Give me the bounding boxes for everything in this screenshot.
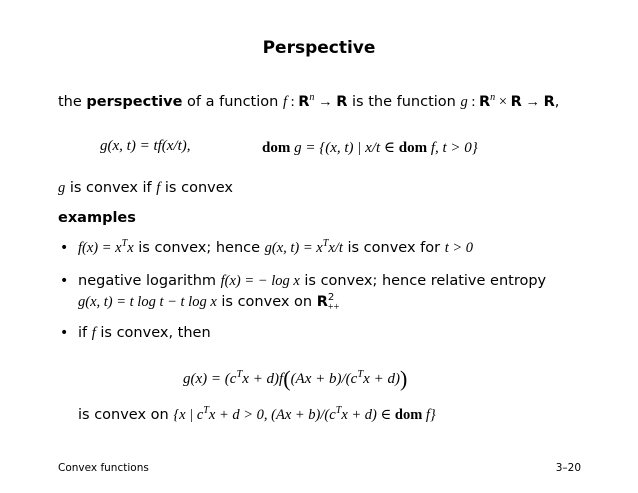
bullet-2: • bbox=[60, 273, 69, 289]
def-R-2: R bbox=[336, 94, 348, 110]
convex-text-2: is convex bbox=[160, 180, 233, 196]
ex2-R: R bbox=[316, 294, 328, 311]
def-arrow-1: → bbox=[314, 94, 337, 110]
def-text-1: the bbox=[58, 94, 87, 110]
ex1-T-1: T bbox=[121, 238, 128, 250]
ex3-set-1: {x | c bbox=[173, 407, 204, 423]
ex3-T-2: T bbox=[357, 369, 364, 380]
formula-lhs: g(x, t) = tf(x/t), bbox=[100, 138, 191, 154]
ex1-math-2b: x/t bbox=[328, 240, 343, 256]
ex1-math-3: t > 0 bbox=[444, 240, 474, 256]
ex1-math-1: f(x) = x bbox=[78, 240, 122, 256]
ex3-set-2: x + d > 0, (Ax + b)/(c bbox=[208, 407, 336, 423]
def-text-2: of a function bbox=[182, 94, 283, 110]
ex3-T-4: T bbox=[335, 405, 342, 417]
ex3-big-lparen: ( bbox=[283, 366, 291, 391]
ex3-display-2: x + d)f bbox=[242, 371, 284, 387]
ex1-math-1b: x bbox=[127, 240, 134, 256]
example-3-display bbox=[183, 366, 407, 392]
ex1-math-2: g(x, t) = x bbox=[264, 240, 323, 256]
ex2-math-1: f(x) = − log x bbox=[220, 273, 300, 289]
slide-title: Perspective bbox=[262, 38, 376, 58]
ex3-set-4: f} bbox=[422, 407, 436, 423]
ex3-T-3: T bbox=[203, 405, 209, 417]
example-2-line-1 bbox=[78, 273, 546, 290]
def-R-5: R bbox=[543, 94, 555, 110]
footer-page-number: 3–20 bbox=[555, 462, 581, 474]
example-3-line-1 bbox=[78, 325, 211, 342]
def-R-1: R bbox=[298, 94, 310, 110]
dom-operator-2: dom bbox=[398, 140, 428, 156]
def-text-3: is the function bbox=[347, 94, 461, 110]
def-term-perspective: perspective bbox=[86, 94, 183, 110]
bullet-3: • bbox=[60, 325, 69, 341]
ex2-sub: ++ bbox=[327, 302, 340, 314]
bullet-1: • bbox=[60, 240, 69, 256]
ex3-dom: dom bbox=[394, 407, 423, 423]
dom-operator-1: dom bbox=[262, 140, 291, 156]
convex-text-1: is convex if bbox=[65, 180, 157, 196]
def-colon-2: : bbox=[467, 94, 479, 110]
convex-g: g bbox=[58, 180, 66, 196]
def-g: g bbox=[460, 94, 468, 110]
def-comma: , bbox=[554, 94, 560, 110]
example-3-line-2 bbox=[78, 407, 436, 424]
ex2-R-scripts bbox=[328, 293, 339, 313]
def-R-3: R bbox=[479, 94, 491, 110]
examples-heading: examples bbox=[58, 210, 136, 226]
ex3-set-3: x + d) ∈ bbox=[341, 407, 395, 423]
ex3-text-2: is convex, then bbox=[95, 325, 211, 341]
footer-section-title: Convex functions bbox=[58, 462, 149, 474]
domain-formula-a: g = {(x, t) | x/t ∈ bbox=[290, 140, 399, 156]
ex3-display-4: x + d) bbox=[363, 371, 400, 387]
example-2-line-2 bbox=[78, 293, 339, 313]
ex2-text-3: is convex on bbox=[216, 294, 317, 311]
ex1-T-2: T bbox=[322, 238, 329, 250]
def-arrow-2: → bbox=[521, 94, 544, 110]
ex3-f: f bbox=[91, 325, 96, 341]
def-n-1: n bbox=[309, 92, 315, 104]
example-1 bbox=[78, 240, 473, 257]
convex-f: f bbox=[156, 180, 161, 196]
convex-statement bbox=[58, 180, 233, 197]
def-colon-1: : bbox=[286, 94, 299, 110]
perspective-formula bbox=[100, 138, 191, 155]
definition-line bbox=[58, 94, 559, 111]
ex2-math-2: g(x, t) = t log t − t log x bbox=[78, 294, 217, 311]
domain-formula-b: f, t > 0} bbox=[427, 140, 478, 156]
ex3-text-3: is convex on bbox=[78, 407, 174, 423]
ex2-text-1: negative logarithm bbox=[78, 273, 221, 289]
ex3-T-1: T bbox=[236, 369, 243, 380]
def-R-4: R bbox=[510, 94, 522, 110]
ex3-text-1: if bbox=[78, 325, 92, 341]
ex1-text-2: is convex for bbox=[342, 240, 445, 256]
ex2-sup: 2 bbox=[327, 292, 335, 303]
ex3-big-rparen: ) bbox=[399, 366, 408, 391]
def-n-2: n bbox=[490, 92, 496, 104]
ex2-text-2: is convex; hence relative entropy bbox=[299, 273, 547, 289]
ex3-display-3: (Ax + b)/(c bbox=[290, 371, 358, 387]
ex1-text-1: is convex; hence bbox=[133, 240, 265, 256]
ex3-display-1: g(x) = (c bbox=[183, 371, 237, 387]
def-times: × bbox=[495, 94, 511, 110]
domain-formula bbox=[262, 138, 478, 157]
def-f: f bbox=[282, 94, 287, 110]
